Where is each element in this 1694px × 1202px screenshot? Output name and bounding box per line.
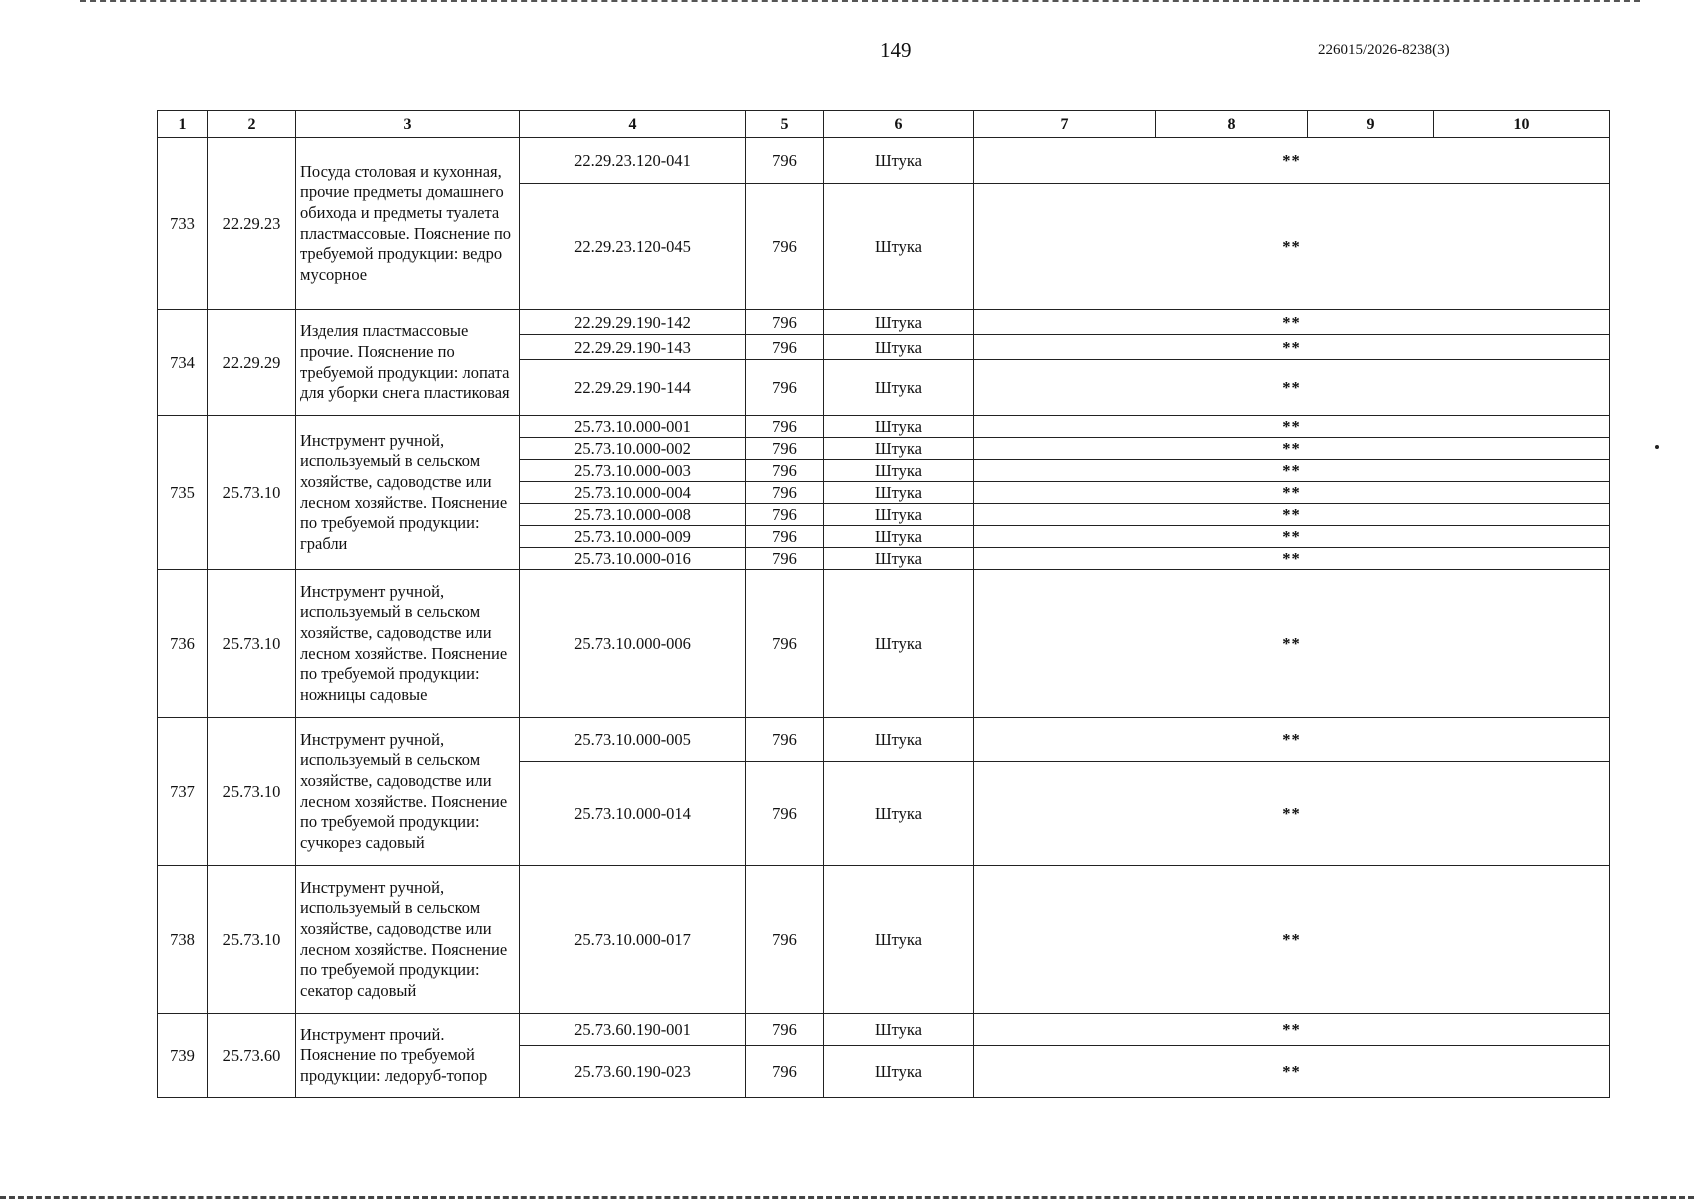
- okei-code: 796: [746, 335, 824, 360]
- table-row: [158, 570, 1610, 718]
- col-header-10: 10: [1434, 111, 1610, 138]
- note-stars: **: [974, 184, 1610, 310]
- col-header-9: 9: [1308, 111, 1434, 138]
- okpd-code: 25.73.60: [208, 1014, 296, 1098]
- unit-name: Штука: [824, 482, 974, 504]
- unit-name: Штука: [824, 460, 974, 482]
- unit-name: Штука: [824, 438, 974, 460]
- col-header-7: 7: [974, 111, 1156, 138]
- unit-name: Штука: [824, 310, 974, 335]
- unit-name: Штука: [824, 526, 974, 548]
- table-row: [158, 718, 1610, 762]
- col-header-8: 8: [1156, 111, 1308, 138]
- table-row: [158, 138, 1610, 184]
- unit-name: Штука: [824, 762, 974, 866]
- product-description: Инструмент ручной, используемый в сельском хозяйстве, садоводстве или лесном хозяйстве. Пояснение по требуемой продукции: грабли: [296, 416, 520, 570]
- okei-code: 796: [746, 570, 824, 718]
- col-header-4: 4: [520, 111, 746, 138]
- ktru-code: 22.29.29.190-142: [520, 310, 746, 335]
- note-stars: **: [974, 335, 1610, 360]
- note-stars: **: [974, 570, 1610, 718]
- ktru-code: 25.73.10.000-014: [520, 762, 746, 866]
- bottom-scan-line: [0, 1196, 1694, 1202]
- note-stars: **: [974, 360, 1610, 416]
- scan-dot: [1655, 445, 1659, 449]
- ktru-code: 25.73.10.000-016: [520, 548, 746, 570]
- col-header-6: 6: [824, 111, 974, 138]
- ktru-code: 22.29.29.190-144: [520, 360, 746, 416]
- unit-name: Штука: [824, 138, 974, 184]
- ktru-code: 25.73.10.000-009: [520, 526, 746, 548]
- top-scan-line: [80, 0, 1640, 4]
- note-stars: **: [974, 548, 1610, 570]
- col-header-5: 5: [746, 111, 824, 138]
- okei-code: 796: [746, 482, 824, 504]
- table-row: [158, 866, 1610, 1014]
- col-header-1: 1: [158, 111, 208, 138]
- ktru-code: 25.73.10.000-008: [520, 504, 746, 526]
- ktru-code: 25.73.10.000-004: [520, 482, 746, 504]
- okei-code: 796: [746, 460, 824, 482]
- ktru-code: 22.29.29.190-143: [520, 335, 746, 360]
- unit-name: Штука: [824, 548, 974, 570]
- note-stars: **: [974, 866, 1610, 1014]
- okpd-code: 25.73.10: [208, 570, 296, 718]
- okpd-code: 22.29.23: [208, 138, 296, 310]
- page-number: 149: [880, 38, 912, 62]
- ktru-code: 25.73.10.000-003: [520, 460, 746, 482]
- note-stars: **: [974, 718, 1610, 762]
- unit-name: Штука: [824, 570, 974, 718]
- okpd-code: 25.73.10: [208, 866, 296, 1014]
- row-number: 737: [158, 718, 208, 866]
- okei-code: 796: [746, 360, 824, 416]
- okei-code: 796: [746, 526, 824, 548]
- product-description: Инструмент ручной, используемый в сельском хозяйстве, садоводстве или лесном хозяйстве. Пояснение по требуемой продукции: ножницы садовые: [296, 570, 520, 718]
- note-stars: **: [974, 416, 1610, 438]
- row-number: 738: [158, 866, 208, 1014]
- products-table: [157, 110, 1610, 1098]
- okei-code: 796: [746, 866, 824, 1014]
- note-stars: **: [974, 438, 1610, 460]
- okpd-code: 25.73.10: [208, 416, 296, 570]
- table-row: [158, 1014, 1610, 1046]
- unit-name: Штука: [824, 866, 974, 1014]
- unit-name: Штука: [824, 360, 974, 416]
- ktru-code: 25.73.10.000-005: [520, 718, 746, 762]
- row-number: 736: [158, 570, 208, 718]
- product-description: Изделия пластмассовые прочие. Пояснение по требуемой продукции: лопата для уборки снега пластиковая: [296, 310, 520, 416]
- row-number: 733: [158, 138, 208, 310]
- ktru-code: 22.29.23.120-041: [520, 138, 746, 184]
- ktru-code: 25.73.10.000-002: [520, 438, 746, 460]
- ktru-code: 22.29.23.120-045: [520, 184, 746, 310]
- product-description: Посуда столовая и кухонная, прочие предметы домашнего обихода и предметы туалета пластмассовые. Пояснение по требуемой продукции: ведро мусорное: [296, 138, 520, 310]
- note-stars: **: [974, 762, 1610, 866]
- okei-code: 796: [746, 416, 824, 438]
- col-header-2: 2: [208, 111, 296, 138]
- okei-code: 796: [746, 184, 824, 310]
- ktru-code: 25.73.60.190-001: [520, 1014, 746, 1046]
- note-stars: **: [974, 1046, 1610, 1098]
- row-number: 739: [158, 1014, 208, 1098]
- header-row: [158, 111, 1610, 138]
- table-body: [158, 138, 1610, 1098]
- unit-name: Штука: [824, 416, 974, 438]
- product-description: Инструмент ручной, используемый в сельском хозяйстве, садоводстве или лесном хозяйстве. Пояснение по требуемой продукции: секатор садовый: [296, 866, 520, 1014]
- okei-code: 796: [746, 504, 824, 526]
- okei-code: 796: [746, 548, 824, 570]
- note-stars: **: [974, 1014, 1610, 1046]
- table-row: [158, 310, 1610, 335]
- okpd-code: 25.73.10: [208, 718, 296, 866]
- table-row: [158, 416, 1610, 438]
- ktru-code: 25.73.10.000-017: [520, 866, 746, 1014]
- note-stars: **: [974, 482, 1610, 504]
- col-header-3: 3: [296, 111, 520, 138]
- note-stars: **: [974, 504, 1610, 526]
- unit-name: Штука: [824, 335, 974, 360]
- note-stars: **: [974, 310, 1610, 335]
- product-description: Инструмент прочий. Пояснение по требуемой продукции: ледоруб-топор: [296, 1014, 520, 1098]
- okei-code: 796: [746, 762, 824, 866]
- unit-name: Штука: [824, 1014, 974, 1046]
- unit-name: Штука: [824, 1046, 974, 1098]
- ktru-code: 25.73.10.000-006: [520, 570, 746, 718]
- ktru-code: 25.73.10.000-001: [520, 416, 746, 438]
- okei-code: 796: [746, 1046, 824, 1098]
- okei-code: 796: [746, 1014, 824, 1046]
- unit-name: Штука: [824, 504, 974, 526]
- product-description: Инструмент ручной, используемый в сельском хозяйстве, садоводстве или лесном хозяйстве. Пояснение по требуемой продукции: сучкорез садовый: [296, 718, 520, 866]
- note-stars: **: [974, 460, 1610, 482]
- row-number: 734: [158, 310, 208, 416]
- okei-code: 796: [746, 138, 824, 184]
- unit-name: Штука: [824, 184, 974, 310]
- note-stars: **: [974, 138, 1610, 184]
- row-number: 735: [158, 416, 208, 570]
- okei-code: 796: [746, 718, 824, 762]
- okpd-code: 22.29.29: [208, 310, 296, 416]
- unit-name: Штука: [824, 718, 974, 762]
- okei-code: 796: [746, 438, 824, 460]
- ktru-code: 25.73.60.190-023: [520, 1046, 746, 1098]
- note-stars: **: [974, 526, 1610, 548]
- document-id: 226015/2026-8238(3): [1318, 42, 1450, 58]
- okei-code: 796: [746, 310, 824, 335]
